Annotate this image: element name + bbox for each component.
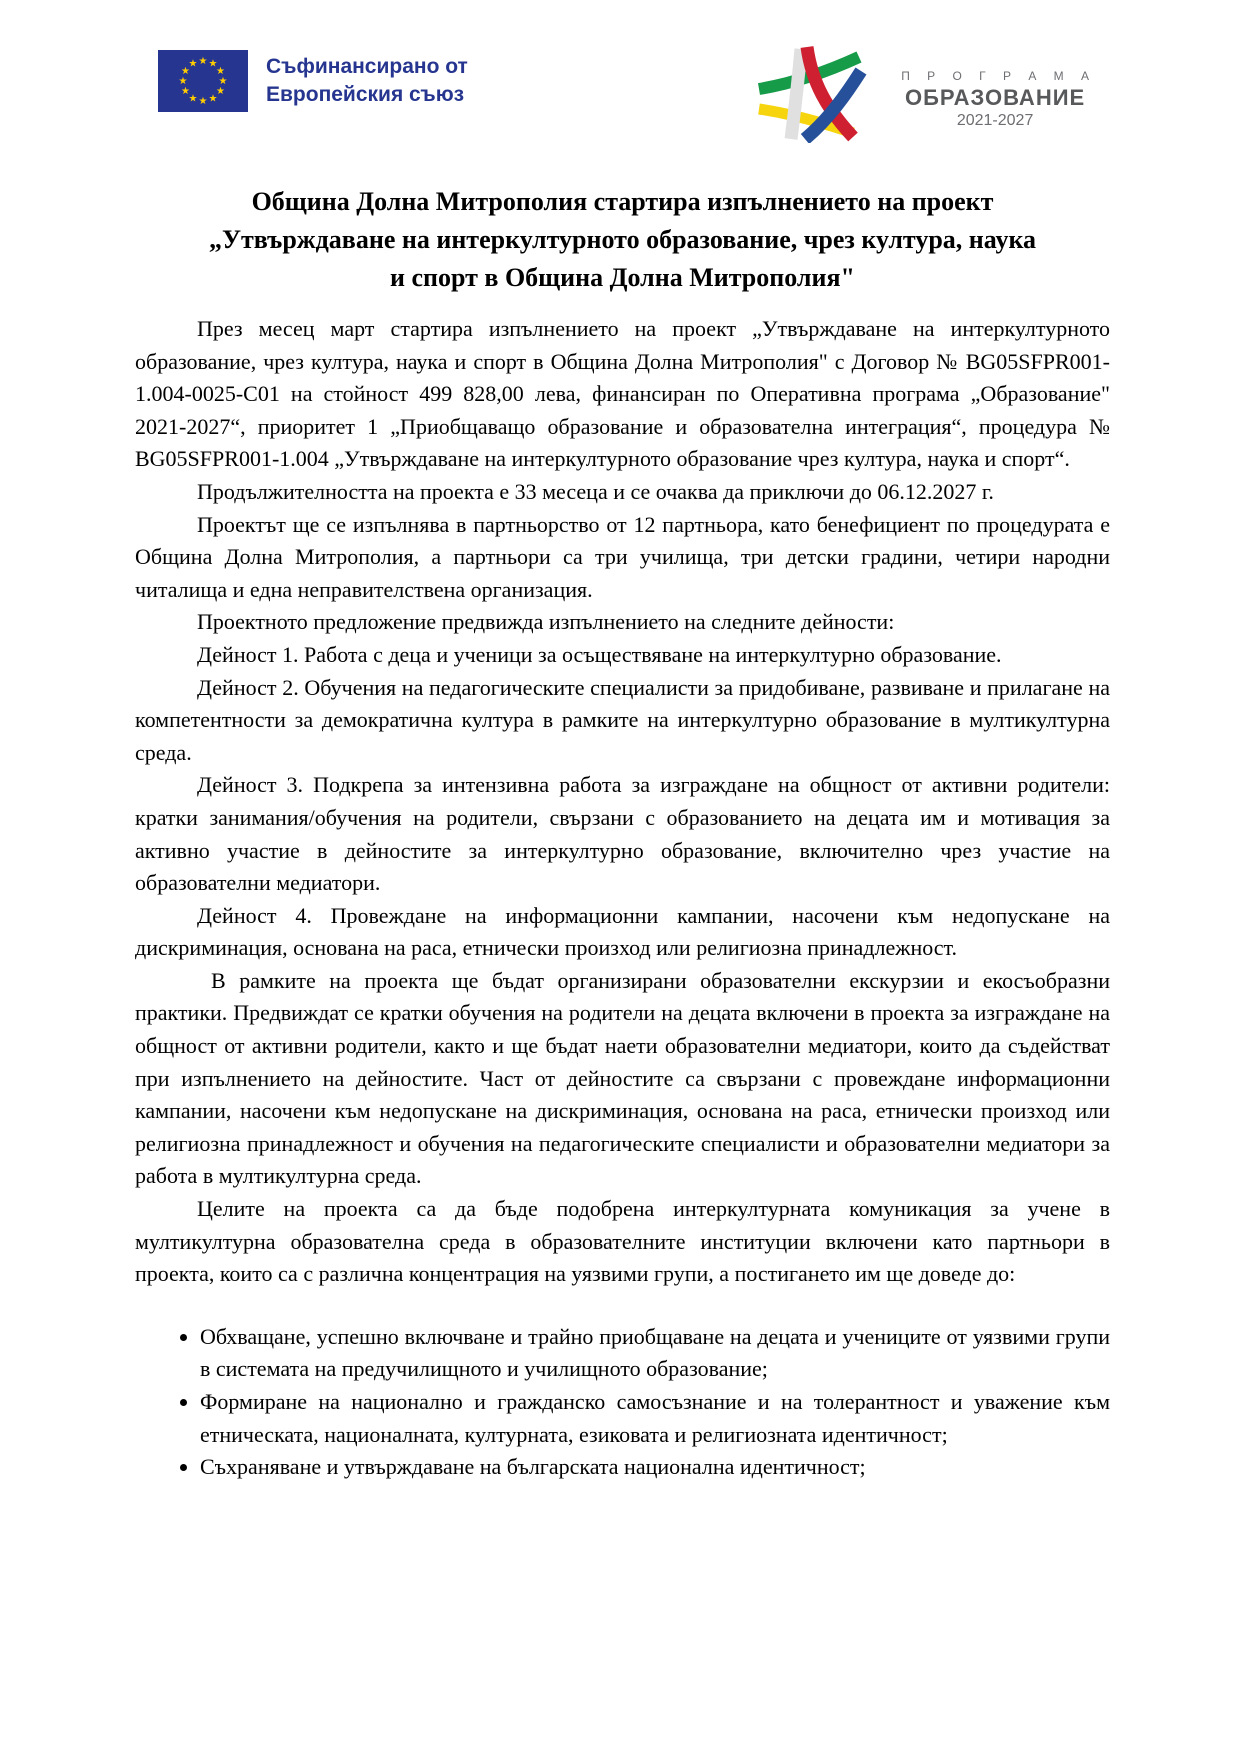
document-header: [0, 0, 1241, 143]
paragraph-activity-2: Дейност 2. Обучения на педагогическите специалисти за придобиване, развиване и прилагане на компетентности за демократична култура в рамките на интеркултурно образование в мултикултурна среда.: [135, 674, 1110, 765]
programme-ribbon-icon: [755, 45, 880, 143]
paragraph-activities-intro: Проектното предложение предвижда изпълнението на следните дейности:: [197, 609, 895, 635]
programme-logo-text: [894, 69, 1096, 130]
goal-item-2: • Формиране на национално и гражданско самосъзнание и на толерантност и уважение към етническата, националната, културната, езиковата и религиозната идентичност;: [200, 1386, 1110, 1451]
programme-logo: [755, 45, 1096, 143]
paragraph-activity-4: Дейност 4. Провеждане на информационни кампании, насочени към недопускане на дискриминация, основана на раса, етнически произход или религиозна принадлежност.: [135, 902, 1110, 961]
document-title: [145, 183, 1100, 297]
eu-cofunded-line2: Европейския съюз: [266, 83, 465, 106]
eu-cofunded-text: [266, 53, 468, 109]
svg-text:★: ★: [181, 66, 190, 77]
programme-name: ОБРАЗОВАНИЕ: [904, 84, 1086, 110]
title-line-3: и спорт в Община Долна Митрополия": [390, 263, 855, 292]
title-line-2: „Утвърждаване на интеркултурното образование, чрез култура, наука: [208, 225, 1037, 254]
paragraph-framework: В рамките на проекта ще бъдат организирани образователни екскурзии и екосъобразни практики. Предвиждат се кратки обучения на родители на децата включени в проекта за изграждане на общност от активни родители, както и ще бъдат наети образователни медиатори, които да съдействат при изпълнението на дейностите. Част от дейностите са свързани с провеждане информационни кампании, насочени към недопускане на дискриминация, основана на раса, етнически произход или религиозна принадлежност и обучения на педагогическите специалисти и образователни медиатори за работа в мултикултурна среда.: [135, 967, 1110, 1189]
svg-text:★: ★: [208, 93, 218, 105]
paragraph-activity-3: Дейност 3. Подкрепа за интензивна работа за изграждане на общност от активни родители: кратки занимания/обучения на родители, свързани с образованието на децата им и мотивация за активно участие в дейностите за интеркултурно образование, включително чрез участие на образователни медиатори.: [135, 772, 1110, 896]
eu-flag-icon: [158, 50, 248, 112]
svg-text:★: ★: [198, 96, 208, 107]
svg-text:★: ★: [208, 58, 218, 70]
document-content: [0, 183, 1241, 1484]
eu-cofunded-logo: [158, 50, 468, 112]
svg-text:★: ★: [188, 93, 198, 105]
title-line-1: Община Долна Митрополия стартира изпълнението на проект: [251, 187, 994, 216]
svg-text:★: ★: [181, 86, 190, 97]
paragraph-intro: През месец март стартира изпълнението на проект „Утвърждаване на интеркултурното образование, чрез култура, наука и спорт в Община Долна Митрополия" с Договор № BG05SFPR001-1.004-0025-C01 на стойност 499 828,00 лева, финансиран по Оперативна програма „Образование" 2021-2027“, приоритет 1 „Приобщаващо образование и образователна интеграция“, процедура № BG05SFPR001-1.004 „Утвърждаване на интеркултурното образование чрез култура, наука и спорт“.: [135, 316, 1110, 472]
svg-text:★: ★: [178, 76, 188, 87]
goal-item-1: • Обхващане, успешно включване и трайно приобщаване на децата и учениците от уязвими групи в системата на предучилищното и училищното образование;: [200, 1321, 1110, 1386]
paragraph-duration: Продължителността на проекта е 33 месеца и се очаква да приключи до 06.12.2027 г.: [197, 478, 994, 504]
programme-label: П Р О Г Р А М А: [901, 68, 1096, 83]
svg-text:★: ★: [218, 76, 228, 87]
svg-text:★: ★: [216, 66, 225, 77]
paragraph-partners: Проектът ще се изпълнява в партньорство от 12 партньора, като бенефициент по процедурата е Община Долна Митрополия, а партньори са три училища, три детски градини, четири народни читалища и една неправителствена организация.: [135, 511, 1110, 602]
goals-list: [135, 1321, 1110, 1484]
goal-item-3: • Съхраняване и утвърждаване на българската национална идентичност;: [200, 1451, 1110, 1484]
paragraph-activity-1: Дейност 1. Работа с деца и ученици за осъществяване на интеркултурно образование.: [197, 641, 1002, 667]
programme-years: 2021-2027: [956, 111, 1034, 129]
svg-text:★: ★: [198, 56, 208, 67]
svg-text:★: ★: [216, 86, 225, 97]
svg-text:★: ★: [188, 58, 198, 70]
paragraph-goals-intro: Целите на проекта са да бъде подобрена интеркултурната комуникация за учене в мултикултурна образователна среда в образователните институции включени като партньори в проекта, които са с различна концентрация на уязвими групи, а постигането им ще доведе до:: [135, 1196, 1110, 1287]
eu-cofunded-line1: Съфинансирано от: [266, 55, 468, 78]
